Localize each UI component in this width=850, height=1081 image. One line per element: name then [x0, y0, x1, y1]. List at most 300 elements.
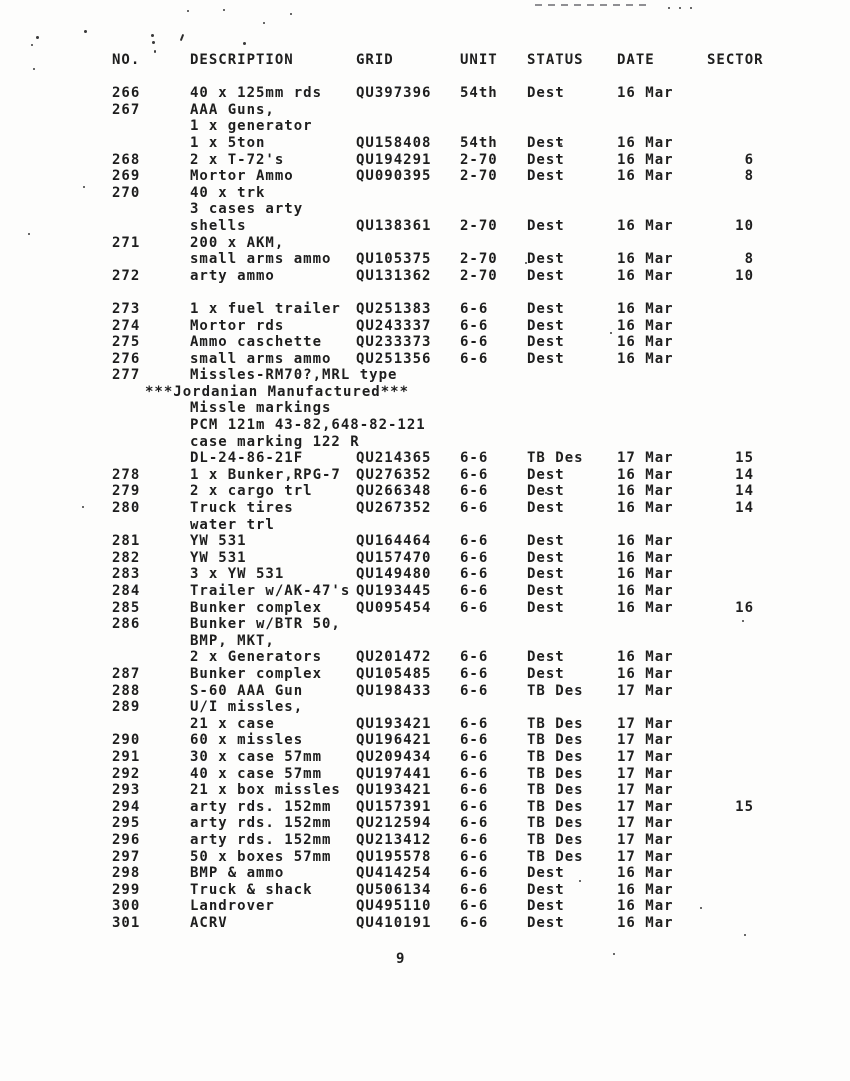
cell-grid: QU267352 [356, 500, 432, 517]
cell-date: 16 Mar [617, 583, 674, 599]
cell-grid: QU414254 [356, 865, 432, 882]
cell-unit: 2-70 [460, 168, 498, 185]
cell-description: arty rds. 152mm [190, 815, 332, 832]
cell-status: Dest [527, 466, 565, 483]
cell-description: 200 x AKM, [190, 234, 285, 251]
cell-description: PCM 121m 43-82,648-82-121 [190, 417, 426, 434]
table-row [0, 833, 850, 850]
cell-no: 286 [112, 616, 141, 633]
cell-no: 291 [112, 748, 141, 765]
table-row [0, 783, 850, 800]
cell-unit: 6-6 [460, 533, 489, 550]
table-row [0, 119, 850, 136]
table-row [0, 899, 850, 916]
table-row [0, 501, 850, 518]
cell-date: 16 Mar [617, 599, 674, 616]
table-row [0, 634, 850, 651]
table-row [0, 617, 850, 634]
table-row [0, 335, 850, 352]
cell-status: TB Des [527, 798, 584, 815]
cell-description: 3 x YW 531 [190, 566, 285, 583]
cell-grid: QU138361 [356, 217, 432, 234]
cell-grid: QU233373 [356, 334, 432, 351]
cell-date: 17 Mar [617, 748, 674, 765]
table-row [0, 202, 850, 219]
cell-status: TB Des [527, 848, 584, 865]
column-header-unit: UNIT [460, 52, 498, 68]
scan-speck [744, 934, 746, 936]
cell-no: 290 [112, 732, 141, 749]
cell-date: 16 Mar [617, 649, 674, 666]
cell-status: Dest [527, 649, 565, 666]
cell-description: Bunker complex [190, 599, 323, 616]
cell-description: case marking 122 R [190, 433, 360, 450]
cell-no: 298 [112, 865, 141, 882]
table-row [0, 269, 850, 286]
cell-date: 16 Mar [617, 865, 674, 882]
cell-grid: QU193421 [356, 715, 432, 732]
cell-description: Missles-RM70?,MRL type [190, 367, 398, 384]
table-row [0, 484, 850, 501]
cell-unit: 6-6 [460, 450, 489, 467]
cell-grid: QU212594 [356, 815, 432, 832]
table-row [0, 916, 850, 933]
table-row [0, 468, 850, 485]
cell-unit: 6-6 [460, 831, 489, 848]
table-row [0, 850, 850, 867]
cell-status: Dest [527, 134, 565, 151]
cell-unit: 6-6 [460, 865, 489, 882]
cell-description: 1 x Bunker,RPG-7 [190, 466, 341, 483]
cell-grid: QU105375 [356, 251, 432, 268]
cell-unit: 6-6 [460, 765, 489, 782]
cell-grid: QU214365 [356, 450, 432, 467]
cell-no: 292 [112, 765, 141, 782]
cell-date: 16 Mar [617, 168, 674, 185]
scan-speck [84, 30, 87, 33]
cell-status: Dest [527, 865, 565, 882]
cell-status: TB Des [527, 815, 584, 832]
cell-status: Dest [527, 85, 565, 102]
table-row [0, 302, 850, 319]
cell-description: Truck & shack [190, 881, 313, 898]
cell-grid: QU195578 [356, 848, 432, 865]
cell-no: 300 [112, 898, 141, 915]
cell-unit: 6-6 [460, 748, 489, 765]
cell-description: U/I missles, [190, 699, 304, 716]
table-row [0, 435, 850, 452]
cell-unit: 6-6 [460, 317, 489, 334]
cell-date: 16 Mar [617, 881, 674, 898]
cell-no: 272 [112, 267, 141, 284]
cell-no: 283 [112, 566, 141, 583]
column-header-no: NO. [112, 52, 141, 68]
cell-date: 16 Mar [617, 350, 674, 367]
cell-grid: QU193445 [356, 583, 432, 599]
table-row [0, 667, 850, 684]
table-row [0, 733, 850, 750]
table-row [0, 352, 850, 369]
cell-unit: 6-6 [460, 848, 489, 865]
table-row [0, 567, 850, 584]
cell-unit: 2-70 [460, 251, 498, 268]
cell-description: arty rds. 152mm [190, 831, 332, 848]
scan-speck [263, 22, 265, 24]
cell-grid: QU495110 [356, 898, 432, 915]
scan-speck [613, 953, 615, 955]
column-header-sector: SECTOR [707, 52, 764, 68]
table-row [0, 153, 850, 170]
cell-date: 17 Mar [617, 815, 674, 832]
cell-description: arty ammo [190, 267, 275, 284]
cell-sector: 8 [744, 251, 754, 268]
cell-date: 16 Mar [617, 500, 674, 517]
cell-description: 2 x cargo trl [190, 483, 313, 500]
cell-description: ACRV [190, 914, 228, 931]
cell-date: 16 Mar [617, 85, 674, 102]
cell-no: 267 [112, 101, 141, 118]
cell-status: TB Des [527, 732, 584, 749]
table-row [0, 684, 850, 701]
blank-line [0, 285, 850, 302]
cell-unit: 6-6 [460, 682, 489, 699]
scan-speck [223, 9, 225, 11]
cell-grid: QU251383 [356, 300, 432, 317]
cell-date: 17 Mar [617, 765, 674, 782]
table-row [0, 750, 850, 767]
cell-unit: 6-6 [460, 665, 489, 682]
cell-unit: 6-6 [460, 649, 489, 666]
cell-grid: QU209434 [356, 748, 432, 765]
cell-no: 279 [112, 483, 141, 500]
cell-no: 285 [112, 599, 141, 616]
cell-description: DL-24-86-21F [190, 450, 304, 467]
cell-sector: 14 [735, 483, 754, 500]
cell-date: 17 Mar [617, 715, 674, 732]
cell-grid: QU149480 [356, 566, 432, 583]
cell-date: 16 Mar [617, 466, 674, 483]
table-row [0, 551, 850, 568]
cell-sector: 15 [735, 798, 754, 815]
cell-grid: QU164464 [356, 533, 432, 550]
cell-status: TB Des [527, 765, 584, 782]
cell-unit: 6-6 [460, 599, 489, 616]
cell-status: Dest [527, 914, 565, 931]
cell-status: Dest [527, 217, 565, 234]
table-row [0, 385, 850, 402]
cell-grid: QU095454 [356, 599, 432, 616]
cell-date: 16 Mar [617, 483, 674, 500]
scan-speck [679, 7, 681, 9]
table-row [0, 650, 850, 667]
cell-sector: 14 [735, 466, 754, 483]
cell-no: 284 [112, 583, 141, 599]
cell-description: 2 x T-72's [190, 151, 285, 168]
cell-status: Dest [527, 151, 565, 168]
cell-no: 297 [112, 848, 141, 865]
cell-description: ***Jordanian Manufactured*** [145, 383, 410, 400]
cell-unit: 2-70 [460, 267, 498, 284]
table-row [0, 86, 850, 103]
cell-description: S-60 AAA Gun [190, 682, 304, 699]
table-row [0, 534, 850, 551]
cell-grid: QU397396 [356, 85, 432, 102]
cell-date: 16 Mar [617, 549, 674, 566]
cell-sector: 10 [735, 217, 754, 234]
cell-status: Dest [527, 500, 565, 517]
cell-sector: 8 [744, 168, 754, 185]
cell-no: 296 [112, 831, 141, 848]
cell-status: Dest [527, 583, 565, 599]
cell-status: TB Des [527, 715, 584, 732]
cell-date: 16 Mar [617, 914, 674, 931]
scan-speck [187, 10, 189, 12]
cell-description: Landrover [190, 898, 275, 915]
cell-date: 17 Mar [617, 848, 674, 865]
cell-description: Missle markings [190, 400, 332, 417]
table-row [0, 767, 850, 784]
cell-date: 17 Mar [617, 682, 674, 699]
cell-unit: 2-70 [460, 151, 498, 168]
cell-no: 269 [112, 168, 141, 185]
table-row [0, 717, 850, 734]
cell-status: Dest [527, 549, 565, 566]
cell-description: 40 x 125mm rds [190, 85, 323, 102]
cell-unit: 54th [460, 134, 498, 151]
cell-description: Truck tires [190, 500, 294, 517]
cell-unit: 6-6 [460, 782, 489, 799]
cell-no: 299 [112, 881, 141, 898]
cell-grid: QU157391 [356, 798, 432, 815]
cell-description: AAA Guns, [190, 101, 275, 118]
cell-no: 275 [112, 334, 141, 351]
table-row [0, 451, 850, 468]
table-row [0, 103, 850, 120]
cell-grid: QU198433 [356, 682, 432, 699]
cell-grid: QU194291 [356, 151, 432, 168]
cell-unit: 6-6 [460, 715, 489, 732]
cell-sector: 16 [735, 599, 754, 616]
page-number: 9 [396, 951, 406, 967]
table-row [0, 252, 850, 269]
table-row [0, 518, 850, 535]
cell-description: 50 x boxes 57mm [190, 848, 332, 865]
cell-grid: QU506134 [356, 881, 432, 898]
cell-unit: 6-6 [460, 549, 489, 566]
cell-description: 40 x case 57mm [190, 765, 323, 782]
cell-description: Trailer w/AK-47's [190, 583, 351, 599]
cell-status: Dest [527, 168, 565, 185]
cell-description: 60 x missles [190, 732, 304, 749]
cell-grid: QU158408 [356, 134, 432, 151]
scan-speck [151, 34, 154, 37]
scan-speck [243, 42, 246, 45]
cell-grid: QU197441 [356, 765, 432, 782]
table-row [0, 816, 850, 833]
cell-date: 17 Mar [617, 782, 674, 799]
cell-grid: QU243337 [356, 317, 432, 334]
cell-status: Dest [527, 317, 565, 334]
cell-no: 293 [112, 782, 141, 799]
cell-status: Dest [527, 350, 565, 367]
cell-date: 16 Mar [617, 267, 674, 284]
cell-description: 1 x fuel trailer [190, 300, 341, 317]
cell-no: 281 [112, 533, 141, 550]
cell-no: 276 [112, 350, 141, 367]
cell-sector: 14 [735, 500, 754, 517]
cell-unit: 6-6 [460, 583, 489, 599]
cell-description: small arms ammo [190, 350, 332, 367]
cell-description: 30 x case 57mm [190, 748, 323, 765]
table-row [0, 186, 850, 203]
table-row [0, 883, 850, 900]
cell-no: 301 [112, 914, 141, 931]
cell-no: 289 [112, 699, 141, 716]
cell-date: 16 Mar [617, 665, 674, 682]
scan-artifact-dashes [535, 4, 650, 6]
cell-description: 1 x generator [190, 118, 313, 135]
scan-speck [290, 13, 292, 15]
scan-speck [668, 7, 670, 9]
cell-grid: QU266348 [356, 483, 432, 500]
cell-grid: QU201472 [356, 649, 432, 666]
column-header-date: DATE [617, 52, 655, 68]
cell-description: Bunker complex [190, 665, 323, 682]
cell-unit: 6-6 [460, 732, 489, 749]
table-row [0, 866, 850, 883]
cell-date: 17 Mar [617, 450, 674, 467]
cell-unit: 6-6 [460, 483, 489, 500]
target-table [0, 53, 850, 932]
cell-description: small arms ammo [190, 251, 332, 268]
cell-unit: 2-70 [460, 217, 498, 234]
table-row [0, 800, 850, 817]
cell-unit: 6-6 [460, 881, 489, 898]
cell-description: Mortor rds [190, 317, 285, 334]
scan-speck [180, 34, 184, 41]
cell-status: TB Des [527, 450, 584, 467]
cell-status: Dest [527, 533, 565, 550]
cell-date: 16 Mar [617, 300, 674, 317]
cell-date: 16 Mar [617, 334, 674, 351]
scan-speck [690, 7, 692, 9]
cell-status: Dest [527, 898, 565, 915]
cell-sector: 15 [735, 450, 754, 467]
cell-no: 266 [112, 85, 141, 102]
cell-date: 16 Mar [617, 533, 674, 550]
cell-status: Dest [527, 881, 565, 898]
cell-status: Dest [527, 267, 565, 284]
cell-unit: 6-6 [460, 914, 489, 931]
cell-no: 295 [112, 815, 141, 832]
table-row [0, 169, 850, 186]
cell-grid: QU157470 [356, 549, 432, 566]
table-row [0, 319, 850, 336]
cell-date: 16 Mar [617, 566, 674, 583]
cell-grid: QU193421 [356, 782, 432, 799]
cell-date: 16 Mar [617, 151, 674, 168]
cell-status: Dest [527, 483, 565, 500]
cell-grid: QU276352 [356, 466, 432, 483]
cell-status: Dest [527, 566, 565, 583]
cell-status: TB Des [527, 682, 584, 699]
cell-unit: 54th [460, 85, 498, 102]
column-header-status: STATUS [527, 52, 584, 68]
cell-description: YW 531 [190, 549, 247, 566]
cell-no: 271 [112, 234, 141, 251]
cell-unit: 6-6 [460, 334, 489, 351]
cell-no: 274 [112, 317, 141, 334]
table-row [0, 601, 850, 618]
cell-description: 2 x Generators [190, 649, 323, 666]
cell-grid: QU213412 [356, 831, 432, 848]
cell-description: YW 531 [190, 533, 247, 550]
cell-date: 16 Mar [617, 251, 674, 268]
cell-unit: 6-6 [460, 566, 489, 583]
cell-no: 273 [112, 300, 141, 317]
cell-no: 287 [112, 665, 141, 682]
cell-no: 268 [112, 151, 141, 168]
cell-status: Dest [527, 334, 565, 351]
column-header-description: DESCRIPTION [190, 52, 294, 68]
cell-status: Dest [527, 599, 565, 616]
cell-unit: 6-6 [460, 350, 489, 367]
table-row [0, 700, 850, 717]
cell-date: 17 Mar [617, 732, 674, 749]
cell-description: arty rds. 152mm [190, 798, 332, 815]
cell-description: 3 cases arty [190, 201, 304, 218]
cell-no: 288 [112, 682, 141, 699]
cell-description: BMP, MKT, [190, 632, 275, 649]
cell-status: TB Des [527, 831, 584, 848]
cell-description: shells [190, 217, 247, 234]
cell-no: 294 [112, 798, 141, 815]
cell-description: BMP & ammo [190, 865, 285, 882]
table-row [0, 401, 850, 418]
cell-description: 1 x 5ton [190, 134, 266, 151]
cell-grid: QU105485 [356, 665, 432, 682]
scan-speck [36, 36, 39, 39]
cell-no: 278 [112, 466, 141, 483]
cell-unit: 6-6 [460, 500, 489, 517]
cell-description: Bunker w/BTR 50, [190, 616, 341, 633]
column-header-grid: GRID [356, 52, 394, 68]
cell-unit: 6-6 [460, 466, 489, 483]
scan-speck [31, 44, 33, 46]
cell-description: 21 x case [190, 715, 275, 732]
cell-no: 277 [112, 367, 141, 384]
blank-line [0, 70, 850, 87]
cell-date: 16 Mar [617, 898, 674, 915]
cell-grid: QU251356 [356, 350, 432, 367]
cell-grid: QU090395 [356, 168, 432, 185]
cell-sector: 10 [735, 267, 754, 284]
cell-status: Dest [527, 665, 565, 682]
table-row [0, 368, 850, 385]
table-row [0, 219, 850, 236]
cell-no: 280 [112, 500, 141, 517]
cell-status: TB Des [527, 748, 584, 765]
table-row [0, 584, 850, 601]
table-row [0, 236, 850, 253]
cell-description: 21 x box missles [190, 782, 341, 799]
cell-date: 17 Mar [617, 831, 674, 848]
table-header-row [0, 53, 850, 70]
cell-date: 16 Mar [617, 134, 674, 151]
cell-grid: QU410191 [356, 914, 432, 931]
cell-date: 16 Mar [617, 317, 674, 334]
scan-speck [152, 41, 155, 44]
